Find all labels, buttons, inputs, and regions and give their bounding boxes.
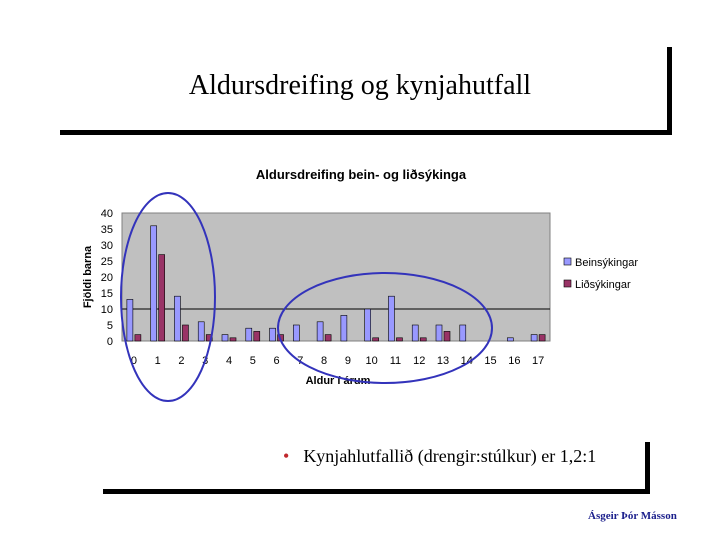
bar-beinsykingar [531,335,537,341]
x-tick-label: 2 [178,355,185,367]
legend-label: Liðsýkingar [575,279,631,291]
x-tick-label: 17 [531,355,545,367]
x-tick-label: 14 [460,355,473,367]
bar-beinsykingar [198,322,204,341]
bar-lidsykingar [135,335,141,341]
bar-lidsykingar [420,338,426,341]
legend-swatch [564,280,571,287]
y-tick-label: 20 [100,272,113,284]
bar-beinsykingar [507,338,513,341]
bar-beinsykingar [341,315,347,341]
bar-lidsykingar [396,338,402,341]
x-tick-label: 1 [154,355,161,367]
x-tick-label: 4 [225,355,233,367]
bar-lidsykingar [159,255,165,341]
bar-beinsykingar [412,325,418,341]
bar-lidsykingar [373,338,379,341]
bar-lidsykingar [539,335,545,341]
x-tick-label: 16 [508,355,521,367]
y-tick-label: 35 [100,224,113,236]
plot-area-group [82,167,638,401]
author-credit: Ásgeir Þór Másson [588,510,677,522]
x-tick-label: 3 [202,355,209,367]
bar-beinsykingar [436,325,442,341]
bar-beinsykingar [246,328,252,341]
y-axis-label: Fjöldi barna [82,245,94,309]
legend-label: Beinsýkingar [575,257,638,269]
y-tick-label: 0 [106,336,113,348]
plot-area [122,213,550,341]
bar-lidsykingar [325,335,331,341]
bullet-marker: • [283,446,290,466]
bar-beinsykingar [222,335,228,341]
bar-lidsykingar [444,331,450,341]
bar-beinsykingar [317,322,323,341]
x-tick-label: 10 [365,355,378,367]
chart-title: Aldursdreifing bein- og liðsýkinga [255,167,467,182]
bar-beinsykingar [365,309,371,341]
y-tick-label: 5 [106,320,113,332]
x-tick-label: 15 [484,355,497,367]
x-tick-label: 11 [389,355,402,367]
x-tick-label: 9 [344,355,351,367]
x-tick-label: 13 [436,355,450,367]
x-tick-label: 6 [273,355,280,367]
y-tick-label: 25 [100,256,113,268]
y-tick-label: 15 [100,288,113,300]
x-tick-label: 12 [413,355,426,367]
bar-lidsykingar [254,331,260,341]
bullet-underline [103,489,650,494]
x-tick-label: 0 [130,355,137,367]
x-tick-label: 7 [297,355,304,367]
x-tick-label: 5 [249,355,256,367]
legend-swatch [564,258,571,265]
bar-beinsykingar [293,325,299,341]
x-axis-label: Aldur í árum [305,375,371,387]
bar-beinsykingar [460,325,466,341]
bullet-side-rule [645,442,650,494]
bar-lidsykingar [182,325,188,341]
bar-beinsykingar [270,328,276,341]
bar-lidsykingar [230,338,236,341]
bar-beinsykingar [174,296,180,341]
y-tick-label: 40 [100,208,113,220]
y-tick-label: 10 [100,304,113,316]
bullet-text: Kynjahlutfallið (drengir:stúlkur) er 1,2:1 [303,446,597,466]
bullet-item [283,446,596,467]
x-tick-label: 8 [321,355,328,367]
bar-beinsykingar [127,299,133,341]
bar-beinsykingar [388,296,394,341]
y-tick-label: 30 [100,240,113,252]
bar-beinsykingar [151,226,157,341]
slide-title: Aldursdreifing og kynjahutfall [188,70,532,101]
